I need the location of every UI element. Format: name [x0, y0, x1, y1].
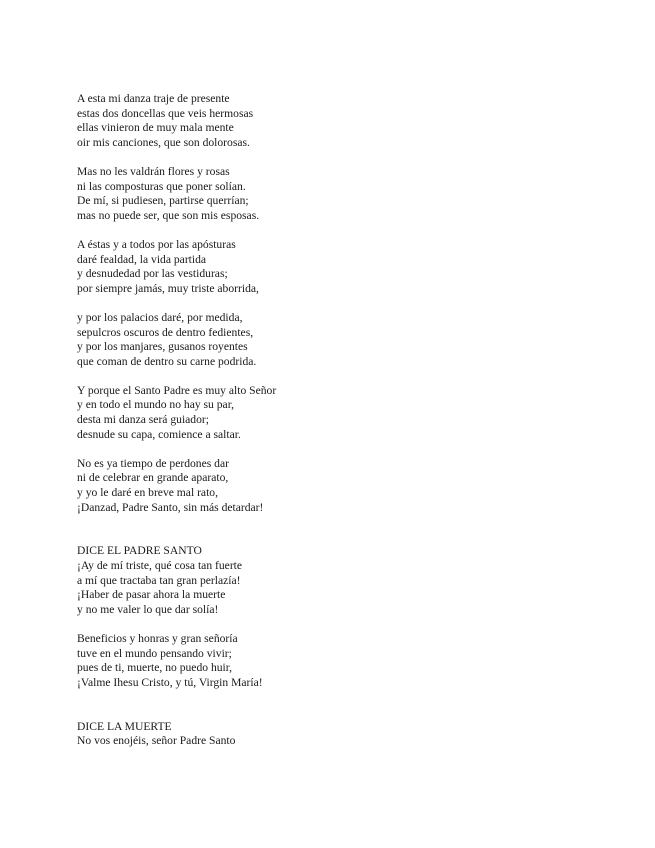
verse-line: que coman de dentro su carne podrida.	[77, 354, 257, 368]
verse-line: oir mis canciones, que son dolorosas.	[77, 135, 250, 149]
verse-line: A esta mi danza traje de presente	[77, 92, 230, 105]
verse-line: y yo le daré en breve mal rato,	[77, 486, 218, 500]
speaker-heading: DICE LA MUERTE	[77, 719, 172, 733]
verse-line: ¡Ay de mí triste, qué cosa tan fuerte	[77, 559, 243, 572]
verse-line: desnude su capa, comience a saltar.	[77, 427, 241, 441]
stanza	[77, 720, 637, 749]
verse-line: pues de ti, muerte, no puedo huir,	[77, 661, 233, 675]
verse-line: estas dos doncellas que veis hermosas	[77, 106, 254, 120]
verse-line: ¡Valme Ihesu Cristo, y tú, Virgin María!	[77, 675, 263, 689]
stanza	[77, 457, 637, 515]
verse-line: No vos enojéis, señor Padre Santo	[77, 734, 236, 748]
verse-line: ni las composturas que poner solían.	[77, 179, 246, 193]
stanza	[77, 165, 637, 223]
verse-line: A éstas y a todos por las apósturas	[77, 237, 236, 251]
verse-line: mas no puede ser, que son mis esposas.	[77, 208, 260, 222]
verse-line: ¡Danzad, Padre Santo, sin más detardar!	[77, 500, 264, 514]
speaker-heading: DICE EL PADRE SANTO	[77, 544, 202, 558]
verse-line: sepulcros oscuros de dentro fedientes,	[77, 325, 254, 339]
verse-line: De mí, si pudiesen, partirse querrían;	[77, 194, 249, 208]
stanza	[77, 544, 637, 617]
verse-line: por siempre jamás, muy triste aborrida,	[77, 281, 259, 295]
verse-line: No es ya tiempo de perdones dar	[77, 456, 229, 470]
verse-line: Beneficios y honras y gran señoría	[77, 631, 238, 645]
stanza	[77, 384, 637, 442]
verse-line: y en todo el mundo no hay su par,	[77, 398, 234, 412]
verse-line: y por los palacios daré, por medida,	[77, 310, 243, 324]
stanza	[77, 311, 637, 369]
verse-line: Mas no les valdrán flores y rosas	[77, 164, 230, 178]
verse-line: daré fealdad, la vida partida	[77, 252, 207, 266]
poem-body	[77, 92, 637, 763]
verse-line: y por los manjares, gusanos royentes	[77, 340, 248, 354]
verse-line: y no me valer lo que dar solía!	[77, 602, 219, 616]
stanza	[77, 632, 637, 690]
verse-line: y desnudedad por las vestiduras;	[77, 267, 228, 281]
verse-line: ni de celebrar en grande aparato,	[77, 471, 229, 485]
verse-line: Y porque el Santo Padre es muy alto Señor	[77, 383, 277, 397]
verse-line: ¡Haber de pasar ahora la muerte	[77, 588, 226, 602]
verse-line: desta mi danza será guiador;	[77, 413, 209, 427]
stanza	[77, 92, 637, 150]
verse-line: ellas vinieron de muy mala mente	[77, 121, 234, 135]
stanza	[77, 238, 637, 296]
verse-line: tuve en el mundo pensando vivir;	[77, 646, 232, 660]
verse-line: a mí que tractaba tan gran perlazía!	[77, 573, 241, 587]
